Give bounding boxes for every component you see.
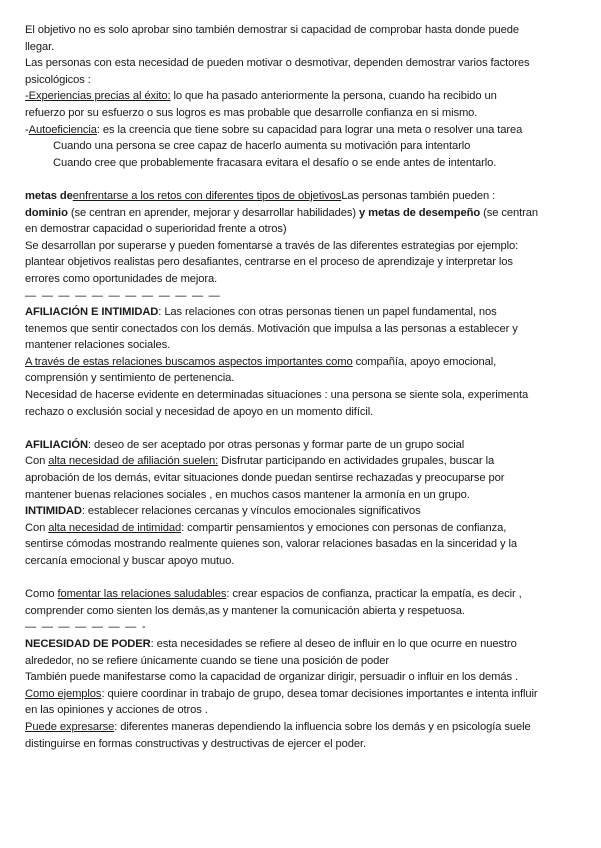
text-line	[25, 669, 583, 686]
text-line	[25, 404, 583, 421]
line-text: Cuando cree que probablemente fracasara evitara el desafío o se ende antes de intentarlo.	[53, 156, 497, 169]
line-text: en las opiniones y acciones de otros .	[25, 704, 208, 717]
line-text: distinguirse en formas constructivas y destructivas de ejercer el poder.	[25, 737, 367, 750]
underlined-phrase: -Experiencias precias al éxito:	[25, 90, 171, 103]
line-text: : diferentes maneras dependiendo la influencia sobre los demás y en psicología suele	[114, 720, 531, 733]
text-line	[25, 453, 583, 470]
text-line	[25, 138, 583, 155]
text-line	[25, 105, 583, 122]
text-line	[25, 238, 583, 255]
document-page	[25, 22, 583, 752]
line-text: comprensión y sentimiento de pertenencia.	[25, 372, 235, 385]
text-line	[25, 636, 583, 653]
text-line	[25, 503, 583, 520]
line-text: Disfrutar participando en actividades grupales, buscar la	[218, 455, 495, 468]
blank-line	[25, 420, 583, 437]
text-line	[25, 221, 583, 238]
bold-term: NECESIDAD DE PODER	[25, 637, 151, 650]
text-line	[25, 536, 583, 553]
text-line	[25, 88, 583, 105]
line-text: lo que ha pasado anteriormente la persona, cuando ha recibido un	[170, 90, 497, 103]
line-text: aprobación de los demás, evitar situaciones donde puedan sentirse rechazadas y preocuparse por	[25, 472, 505, 485]
text-line	[25, 719, 583, 736]
text-line	[25, 603, 583, 620]
text-line	[25, 553, 583, 570]
bold-term: y metas de desempeño	[358, 206, 481, 219]
text-line	[25, 387, 583, 404]
text-line	[25, 337, 583, 354]
underlined-phrase: fomentar las relaciones saludables	[57, 588, 227, 601]
line-text: mantener relaciones sociales.	[25, 339, 171, 352]
line-text: :	[492, 189, 496, 202]
text-line	[25, 354, 583, 371]
line-text: : compartir pensamientos y emociones con personas de confianza,	[181, 521, 507, 534]
text-line	[25, 205, 583, 222]
line-text: psicológicos :	[25, 73, 91, 86]
line-text: : establecer relaciones cercanas y vínculos emocionales significativos	[81, 505, 421, 518]
line-text: : es la creencia que tiene sobre su capacidad para lograr una meta o resolver una tarea	[96, 123, 523, 136]
line-text: : esta necesidades se refiere al deseo de influir en lo que ocurre en nuestro	[150, 637, 517, 650]
line-text: sentirse cómodas mostrando realmente quienes son, valorar relaciones basadas en la sinceridad y la	[25, 538, 518, 551]
underlined-phrase: A través de estas relaciones buscamos aspectos importantes como	[25, 355, 353, 368]
blank-line	[25, 171, 583, 188]
text-line	[25, 122, 583, 139]
text-line	[25, 586, 583, 603]
line-text: llegar.	[25, 40, 55, 53]
line-text: -	[25, 123, 29, 136]
line-text: Con	[25, 455, 49, 468]
line-text: — — — — — — — — — — — —	[25, 289, 222, 302]
underlined-phrase: Autoeficiencia	[28, 123, 97, 136]
underlined-phrase: alta necesidad de afiliación suelen:	[48, 455, 219, 468]
text-line	[25, 321, 583, 338]
bold-term: AFILIACIÓN	[25, 438, 89, 451]
text-line	[25, 370, 583, 387]
text-line	[25, 155, 583, 172]
line-text: Las personas con esta necesidad de pueden motivar o desmotivar, dependen demostrar varios factores	[25, 57, 530, 70]
text-line	[25, 22, 583, 39]
underlined-phrase: Puede expresarse	[25, 720, 115, 733]
line-text: comprender como sienten los demás,as y mantener la comunicación abierta y respetuosa.	[25, 604, 465, 617]
line-text: mantener buenas relaciones sociales , en muchos casos mantener la armonía en un grupo.	[25, 488, 470, 501]
line-text: compañía, apoyo emocional,	[352, 355, 497, 368]
underlined-phrase: enfrentarse a los retos con diferentes tipos de objetivos	[72, 189, 342, 202]
text-line	[25, 470, 583, 487]
line-text: tenemos que sentir conectados con los demás. Motivación que impulsa a las personas a establecer y	[25, 322, 518, 335]
line-text: : Las relaciones con otras personas tienen un papel fundamental, nos	[158, 306, 497, 319]
line-text: : quiere coordinar in trabajo de grupo, desea tomar decisiones importantes e intenta influir	[101, 687, 538, 700]
line-text: También puede manifestarse como la capacidad de organizar dirigir, persuadir o influir en los demás .	[25, 671, 518, 684]
underlined-phrase: alta necesidad de intimidad	[48, 521, 182, 534]
text-line	[25, 188, 583, 205]
line-text: rechazo o exclusión social y necesidad de apoyo en un momento difícil.	[25, 405, 374, 418]
line-text: El objetivo no es solo aprobar sino también demostrar si capacidad de comprobar hasta donde puede	[25, 24, 520, 36]
line-text: Se desarrollan por superarse y pueden fomentarse a través de las diferentes estrategias por ejemplo:	[25, 239, 519, 252]
text-line	[25, 487, 583, 504]
text-line	[25, 437, 583, 454]
line-text: Con	[25, 521, 49, 534]
line-text: errores como oportunidades de mejora.	[25, 272, 218, 285]
text-line	[25, 653, 583, 670]
line-text: (se centran en aprender, mejorar y desarrollar habilidades)	[67, 206, 359, 219]
text-line	[25, 736, 583, 753]
text-line	[25, 39, 583, 56]
text-line	[25, 520, 583, 537]
text-line	[25, 55, 583, 72]
line-text: (se centran	[480, 206, 538, 219]
text-line	[25, 686, 583, 703]
text-line	[25, 72, 583, 89]
line-text: alrededor, no se refiere únicamente cuando se tiene una posición de poder	[25, 654, 390, 667]
text-line	[25, 254, 583, 271]
text-line	[25, 702, 583, 719]
bold-term: AFILIACIÓN E INTIMIDAD	[25, 306, 159, 319]
line-text: — — — — — — — -	[25, 621, 147, 634]
line-text: : crear espacios de confianza, practicar la empatía, es decir ,	[226, 588, 522, 601]
bold-term: metas de	[25, 189, 73, 202]
line-text: Cuando una persona se cree capaz de hacerlo aumenta su motivación para intentarlo	[53, 140, 471, 153]
underlined-phrase: Como ejemplos	[25, 687, 102, 700]
line-text: en demostrar capacidad o superioridad frente a otros)	[25, 223, 287, 236]
line-text: : deseo de ser aceptado por otras personas y formar parte de un grupo social	[88, 438, 465, 451]
bold-term: dominio	[25, 206, 68, 219]
text-line	[25, 271, 583, 288]
line-text: cercanía emocional y buscar apoyo mutuo.	[25, 555, 235, 567]
bold-term: INTIMIDAD	[25, 505, 82, 518]
separator-line	[25, 288, 583, 305]
line-text: Como	[25, 588, 58, 601]
blank-line	[25, 570, 583, 587]
line-text: plantear objetivos realistas pero desafiantes, centrarse en el proceso de aprendizaje y interpretar los	[25, 256, 513, 269]
line-text: refuerzo por su esfuerzo o sus logros es mas probable que desarrolle confianza en si mismo.	[25, 106, 478, 119]
text-line	[25, 304, 583, 321]
line-text: Las personas también pueden	[341, 189, 493, 202]
line-text: Necesidad de hacerse evidente en determinadas situaciones : una persona se siente sola, experimenta	[25, 389, 529, 402]
separator-line	[25, 619, 583, 636]
